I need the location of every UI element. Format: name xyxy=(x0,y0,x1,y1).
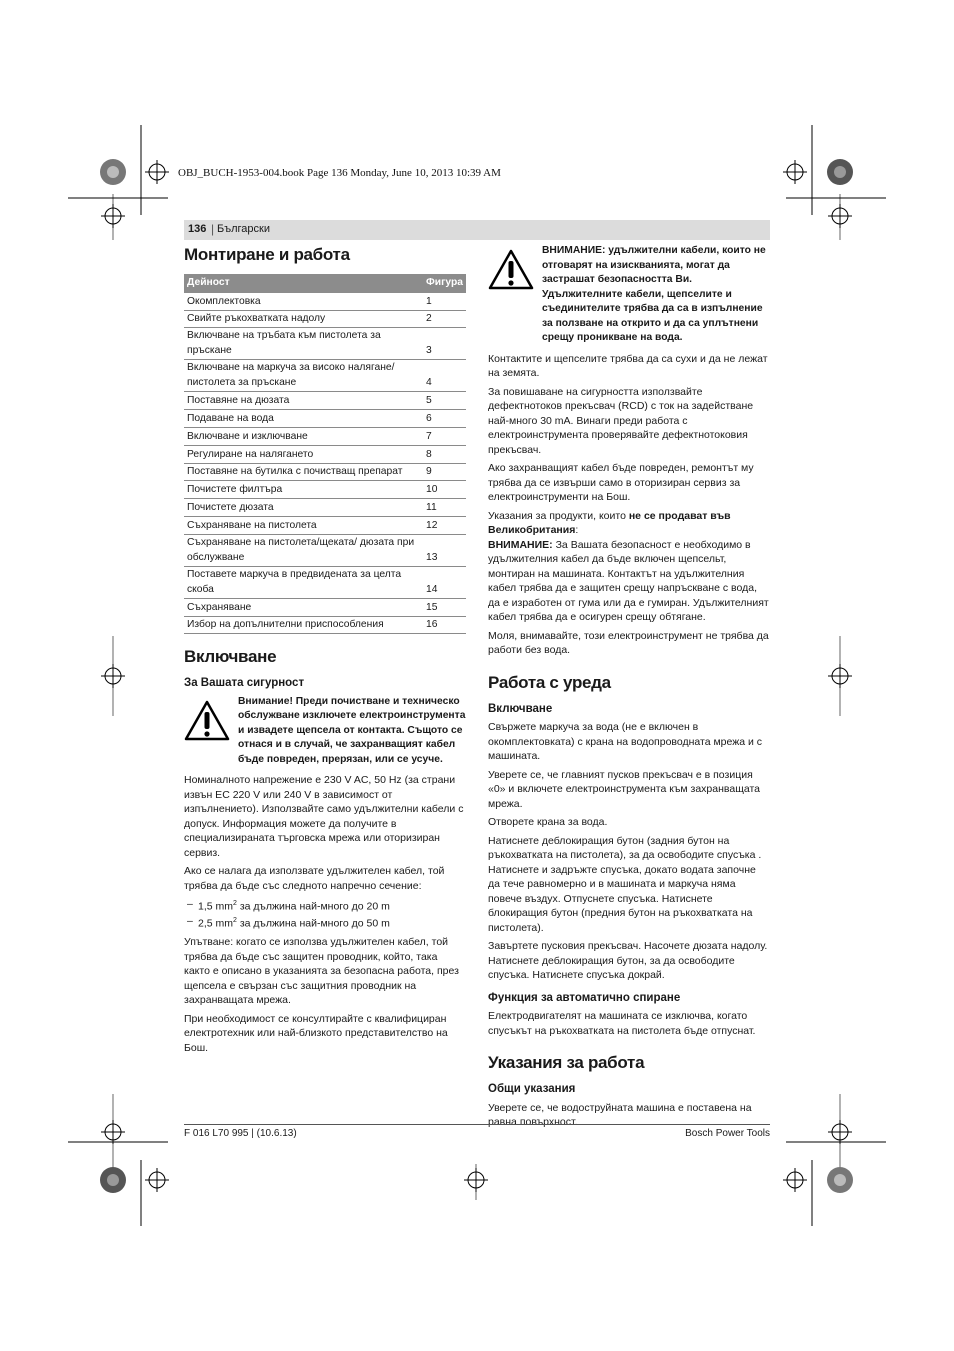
table-cell-action: Поставете маркуча в предвидената за целта скоба xyxy=(184,567,423,599)
subheading-general: Общи указания xyxy=(488,1083,576,1095)
table-cell-action: Включване на тръбата към пистолета за пръскане xyxy=(184,328,423,360)
table-row xyxy=(184,446,466,464)
table-cell-figure: 7 xyxy=(423,428,466,446)
table-cell-figure: 6 xyxy=(423,410,466,428)
paragraph: Контактите и щепселите трябва да са сухи и да не лежат на земята. xyxy=(488,352,768,379)
paragraph: Отворете крана за вода. xyxy=(488,816,608,828)
table-row xyxy=(184,464,466,481)
right-column xyxy=(488,244,770,1134)
table-cell-action: Избор на допълнителни приспособления xyxy=(184,617,423,634)
table-cell-action: Окомплектовка xyxy=(184,293,423,311)
table-row xyxy=(184,428,466,446)
table-cell-figure: 10 xyxy=(423,481,466,499)
paragraph: Указания за продукти, които не се продават във Великобритания: ВНИМАНИЕ: За Вашата безопасност е необходимо в удължителния кабел да бъде включен щепсельт, монтиран на машината. Контактът на удължителния кабел трябва да е защитен срещу напръскване с вода, да е изработен от гума или да е гумиран. Удължителният кабел трябва да е осигурен срещу обтягане. xyxy=(488,509,769,623)
table-cell-action: Почистете дюзата xyxy=(184,499,423,517)
table-cell-figure: 5 xyxy=(423,392,466,410)
left-column xyxy=(184,244,466,1059)
table-header-action: Дейност xyxy=(184,274,423,293)
warning-text: ВНИМАНИЕ: удължителни кабели, които не отговарят на изискванията, могат да застрашат безопасността Ви. Удължителните кабели, щепселите и съединителите трябва да са в изпълнение за ползване на открито и да са уплътнени срещу проникване на вода. xyxy=(542,245,766,343)
section-title-tips: Указания за работа xyxy=(488,1053,645,1072)
table-cell-action: Регулиране на налягането xyxy=(184,446,423,464)
table-cell-figure: 12 xyxy=(423,517,466,535)
section-title-switching: Включване xyxy=(184,647,277,667)
table-row xyxy=(184,499,466,517)
table-row xyxy=(184,392,466,410)
table-cell-action: Включване на маркуча за високо налягане/пистолета за пръскане xyxy=(184,360,423,392)
paragraph: Ако захранващият кабел бъде повреден, ремонтът му трябва да се извърши само в оторизиран сервиз за електроинструменти на Бош. xyxy=(488,462,754,503)
list-item: – 1,5 $mm^2$ за дължина най-много до 20 m xyxy=(184,897,466,914)
section-title-operation: Работа с уреда xyxy=(488,672,611,692)
table-cell-figure: 11 xyxy=(423,499,466,517)
subheading-safety: За Вашата сигурност xyxy=(184,677,305,690)
table-cell-figure: 14 xyxy=(423,567,466,599)
table-cell-figure: 3 xyxy=(423,328,466,360)
table-cell-action: Съхраняване xyxy=(184,599,423,617)
table-cell-action: Поставяне на дюзата xyxy=(184,392,423,410)
table-cell-figure: 8 xyxy=(423,446,466,464)
table-cell-figure: 15 xyxy=(423,599,466,617)
page-header xyxy=(184,220,770,240)
table-cell-figure: 1 xyxy=(423,293,466,311)
subheading-auto-stop: Функция за автоматично спиране xyxy=(488,991,681,1004)
table-row xyxy=(184,617,466,634)
paragraph: Уверете се, че водоструйната машина е поставена на равна повърхност. xyxy=(488,1101,752,1128)
cable-list xyxy=(184,897,466,931)
paragraph: Номиналното напрежение е 230 V AC, 50 Hz (за страни извън ЕС 220 V или 240 V в зависимост от изпълнението). Използвайте само удължителни кабели с допуск. Информация можете да получите в специализираната търговска мрежа или оторизиран сервиз. xyxy=(184,774,464,859)
table-row xyxy=(184,293,466,311)
warning-triangle-icon xyxy=(184,695,230,768)
table-cell-figure: 13 xyxy=(423,535,466,567)
table-cell-figure: 9 xyxy=(423,464,466,481)
table-row xyxy=(184,599,466,617)
table-row xyxy=(184,311,466,328)
table-cell-figure: 16 xyxy=(423,617,466,634)
paragraph: Електродвигателят на машината се изключва, когато спусъкът на ръкохватката на пистолета бъде отпуснат. xyxy=(488,1010,756,1037)
table-cell-action: Почистете филтъра xyxy=(184,481,423,499)
footer-brand: Bosch Power Tools xyxy=(685,1128,770,1139)
table-row xyxy=(184,517,466,535)
warning-text: Внимание! Преди почистване и техническо обслужване изключете електроинструмента и извадете щепсела от контакта. Същото се отнася и в случай, че захранващият кабел бъде повреден, прерязан, или се усуче. xyxy=(238,695,466,765)
table-cell-figure: 2 xyxy=(423,311,466,328)
warning-block xyxy=(184,695,466,768)
warning-block xyxy=(488,244,770,346)
table-cell-action: Съхраняване на пистолета xyxy=(184,517,423,535)
language-label: Български xyxy=(217,223,270,235)
paragraph: Свържете маркуча за вода (не е включен в окомплектовката) с крана на водопроводната мрежа и с машината. xyxy=(488,721,763,762)
table-cell-action: Поставяне на бутилка с почистващ препарат xyxy=(184,464,423,481)
warning-triangle-icon xyxy=(488,244,534,346)
table-cell-action: Свийте ръкохватката надолу xyxy=(184,311,423,328)
table-cell-figure: 4 xyxy=(423,360,466,392)
page-footer xyxy=(184,1124,770,1142)
paragraph: Упътване: когато се използва удължителен кабел, той трябва да бъде със защитен проводник, който, така както е описано в указанията за безопасна работа, през щепсела е свързан със защитния проводник на захранващата мрежа. xyxy=(184,936,459,1007)
header-separator: | xyxy=(211,222,215,236)
footer-doc-code: F 016 L70 995 | (10.6.13) xyxy=(184,1128,297,1139)
table-row xyxy=(184,410,466,428)
page-number: 136 xyxy=(188,223,207,235)
action-table xyxy=(184,274,466,634)
print-slug: OBJ_BUCH-1953-004.book Page 136 Monday, June 10, 2013 10:39 AM xyxy=(178,167,501,179)
table-row xyxy=(184,535,466,567)
paragraph: При необходимост се консултирайте с квалифициран електротехник или най-близкото представителство на Бош. xyxy=(184,1012,448,1054)
table-header-figure: Фигура xyxy=(423,274,466,293)
paragraph: Завъртете пусковия прекъсвач. Насочете дюзата надолу. Натиснете деблокиращия бутон, за да освободите спусъка. Натиснете спусъка докрай. xyxy=(488,940,768,981)
table-row xyxy=(184,481,466,499)
table-row xyxy=(184,328,466,360)
paragraph: Моля, внимавайте, този електроинструмент не трябва да работи без вода. xyxy=(488,629,769,656)
list-item: – 2,5 $mm^2$ за дължина най-много до 50 m xyxy=(184,914,466,931)
subheading-switch-on: Включване xyxy=(488,702,553,715)
table-cell-action: Подаване на вода xyxy=(184,410,423,428)
section-title-assembly: Монтиране и работа xyxy=(184,245,350,264)
table-row xyxy=(184,360,466,392)
paragraph: Натиснете деблокиращия бутон (задния бутон на ръкохватката на пистолета), за да освободите спусъка . Натиснете и задръжте спусъка, докато водата започне да тече равномерно и в машината и маркуча няма повече въздух. Отпуснете спусъка. Натиснете блокиращия бутон (предния бутон на ръкохватката на пистолета). xyxy=(488,834,762,934)
table-row xyxy=(184,567,466,599)
table-cell-action: Включване и изключване xyxy=(184,428,423,446)
table-cell-action: Съхраняване на пистолета/щеката/ дюзата при обслужване xyxy=(184,535,423,567)
paragraph: Уверете се, че главният пусков прекъсвач е в позиция «0» и включете електроинструмента към захранващата мрежа. xyxy=(488,768,760,810)
paragraph: Ако се налага да използвате удължителен кабел, той трябва да бъде със следното напречно сечение: xyxy=(184,865,445,892)
paragraph: За повишаване на сигурността използвайте дефектнотоков прекъсвач (RCD) с ток на задействане най-много 30 mA. Винаги преди работа с електроинструмента проверявайте дефектнотоковия прекъсвач. xyxy=(488,385,754,456)
